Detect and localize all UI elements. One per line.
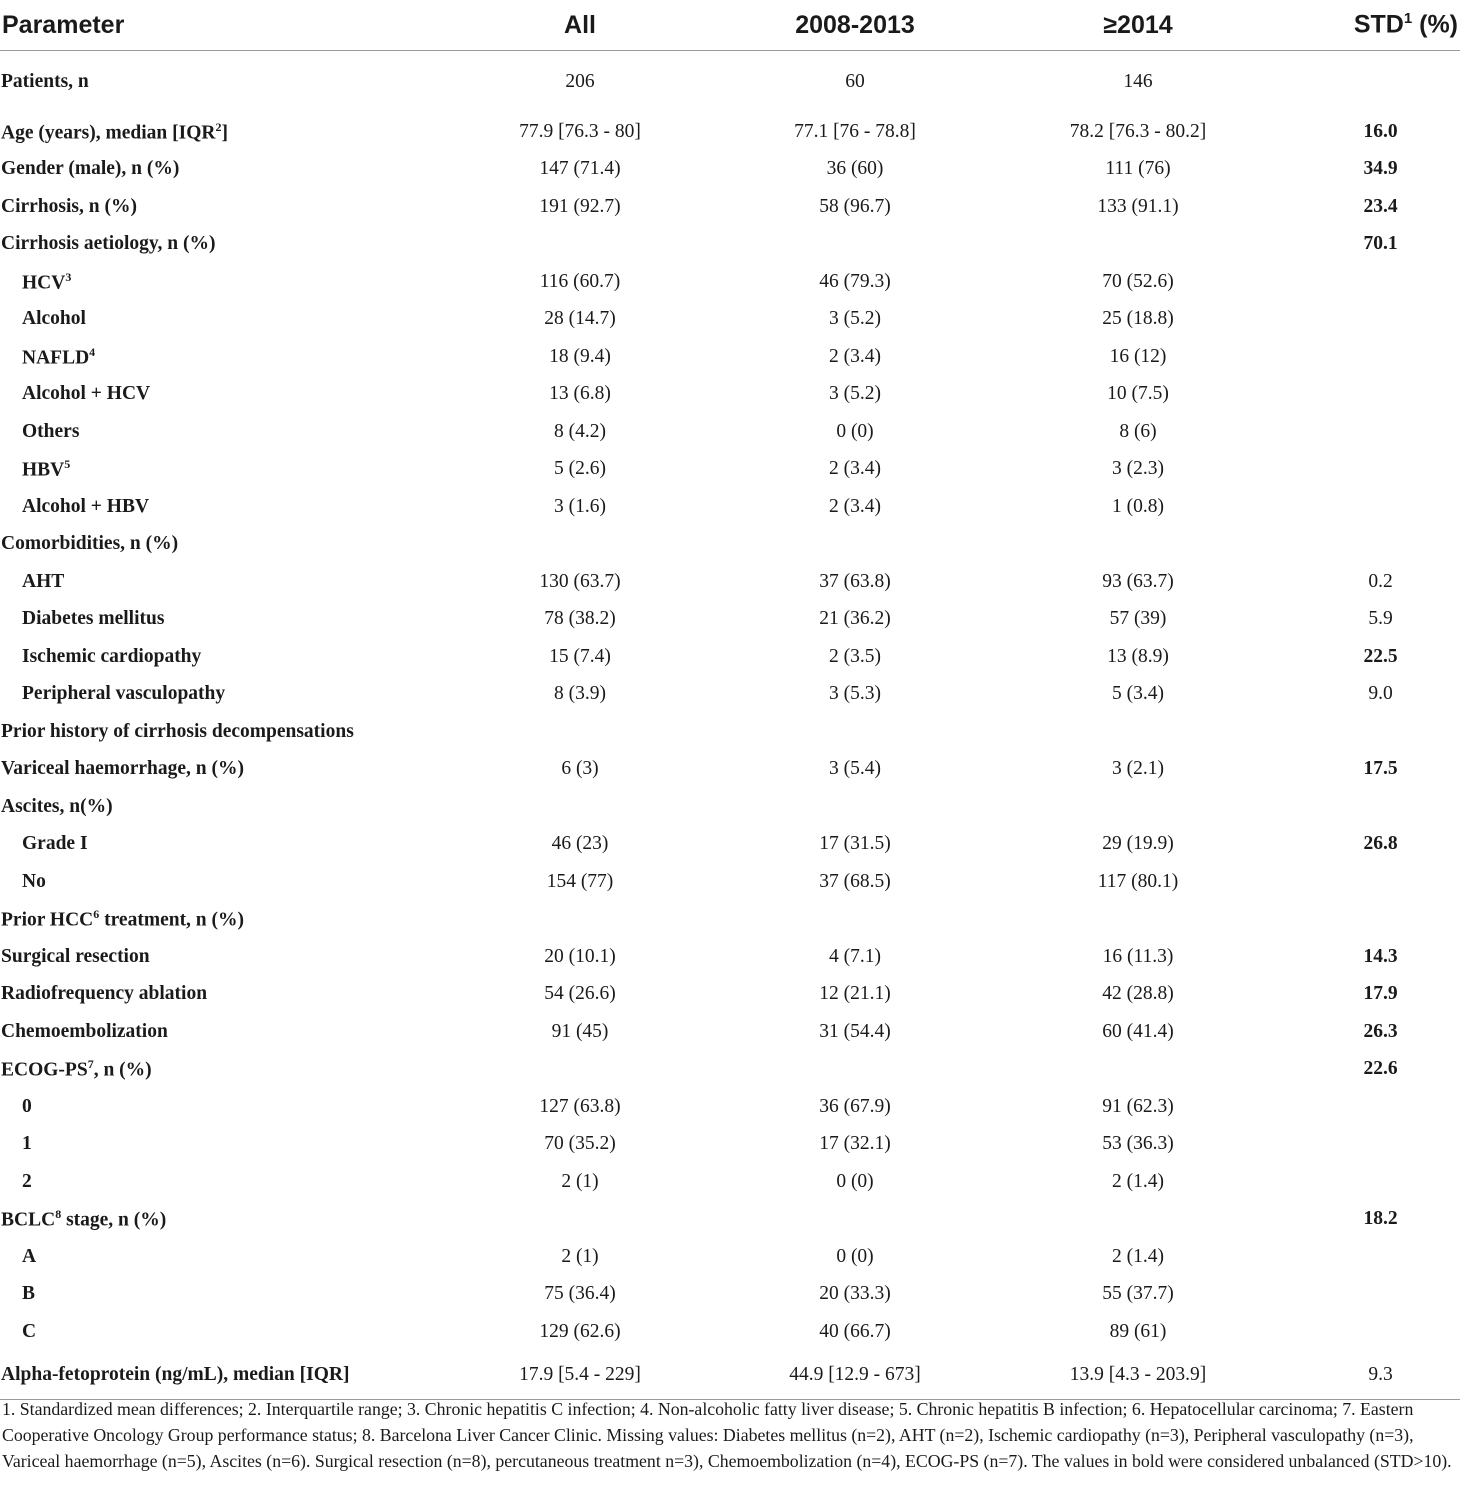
cell-2014-onward: 2 (1.4): [1112, 1245, 1164, 1267]
cell-2008-2013: 21 (36.2): [819, 608, 891, 630]
footnote-marker: 2: [215, 119, 222, 134]
cell-2014-onward: [995, 226, 1281, 264]
cell-all: [445, 226, 715, 264]
row-parameter-label: [0, 826, 445, 864]
cell-std: 16.0: [1363, 120, 1398, 142]
row-parameter-label: [0, 976, 445, 1014]
table-row: [0, 1201, 1460, 1239]
header-period-2014-onward: ≥2014: [995, 0, 1281, 51]
cell-2008-2013: 40 (66.7): [819, 1320, 891, 1342]
row-parameter-label: [0, 488, 445, 526]
cell-std: 34.9: [1363, 158, 1398, 180]
cell-std: [1281, 263, 1460, 301]
parameter-text-tail: , n (%): [93, 1059, 152, 1081]
cell-2008-2013: [715, 713, 995, 751]
table-row: [0, 826, 1460, 864]
cell-std: [1281, 901, 1460, 939]
cell-all: 5 (2.6): [554, 458, 606, 480]
parameter-text-tail: ]: [221, 122, 228, 143]
parameter-text: Peripheral vasculopathy: [22, 683, 226, 705]
row-parameter-label: [0, 113, 445, 151]
table-row: [0, 1051, 1460, 1089]
cell-2014-onward: 10 (7.5): [1107, 383, 1169, 405]
parameter-text: Alcohol + HCV: [22, 383, 151, 405]
cell-2014-onward: [995, 526, 1281, 564]
row-parameter-label: [0, 376, 445, 414]
cell-std: 9.0: [1368, 683, 1393, 705]
row-parameter-label: [0, 563, 445, 601]
cell-std: [1281, 526, 1460, 564]
cell-2008-2013: 2 (3.4): [829, 345, 881, 367]
table-row: [0, 1238, 1460, 1276]
cell-all: 2 (1): [561, 1170, 599, 1192]
parameter-text: Radiofrequency ablation: [1, 983, 208, 1005]
cell-std: [1281, 1313, 1460, 1351]
cell-2008-2013: [715, 788, 995, 826]
table-row: [0, 601, 1460, 639]
cell-all: 91 (45): [551, 1020, 609, 1042]
row-parameter-label: [0, 788, 445, 826]
table-row: [0, 676, 1460, 714]
cell-2008-2013: 12 (21.1): [819, 983, 891, 1005]
row-parameter-label: [0, 713, 445, 751]
row-parameter-label: [0, 1163, 445, 1201]
cell-2014-onward: [995, 713, 1281, 751]
cell-2014-onward: 60 (41.4): [1102, 1020, 1174, 1042]
cell-all: [445, 788, 715, 826]
cell-2008-2013: 37 (68.5): [819, 870, 891, 892]
cell-all: 77.9 [76.3 - 80]: [519, 120, 641, 142]
table-row: [0, 338, 1460, 376]
row-parameter-label: [0, 451, 445, 489]
parameter-text: Alcohol + HBV: [22, 495, 150, 517]
table-body: [0, 51, 1460, 1400]
cell-2008-2013: 77.1 [76 - 78.8]: [794, 120, 916, 142]
parameter-text: Chemoembolization: [1, 1020, 168, 1042]
cell-std: [1281, 1276, 1460, 1314]
cell-2014-onward: [995, 1201, 1281, 1239]
parameter-text: ECOG-PS: [1, 1059, 88, 1081]
cell-std: [1281, 301, 1460, 339]
cell-all: 78 (38.2): [544, 608, 616, 630]
cell-2014-onward: 2 (1.4): [1112, 1170, 1164, 1192]
cell-std: [1281, 376, 1460, 414]
cell-std: [1281, 788, 1460, 826]
parameter-text: NAFLD: [22, 347, 90, 368]
parameter-text: B: [22, 1283, 36, 1305]
parameter-text: Others: [22, 420, 80, 442]
parameter-text: 0: [22, 1095, 32, 1117]
cell-2008-2013: [715, 1051, 995, 1089]
cell-std: 14.3: [1363, 945, 1398, 967]
cell-2014-onward: 89 (61): [1109, 1320, 1167, 1342]
cell-all: 13 (6.8): [549, 383, 611, 405]
cell-all: [445, 901, 715, 939]
cell-std: 9.3: [1281, 1351, 1460, 1400]
table-row: [0, 301, 1460, 339]
table-row: [0, 151, 1460, 189]
cell-2008-2013: 3 (5.2): [829, 308, 881, 330]
cell-all: 18 (9.4): [549, 345, 611, 367]
table-row: [0, 788, 1460, 826]
cell-2008-2013: 4 (7.1): [829, 945, 881, 967]
footnote-marker: 8: [55, 1207, 62, 1221]
cell-std: 5.9: [1368, 608, 1393, 630]
cell-2014-onward: 13.9 [4.3 - 203.9]: [995, 1351, 1281, 1400]
parameter-text: Alcohol: [22, 308, 86, 330]
cell-all: 129 (62.6): [539, 1320, 621, 1342]
parameter-text: Ischemic cardiopathy: [22, 645, 202, 667]
row-parameter-label: [0, 1351, 445, 1400]
parameter-text: Comorbidities, n (%): [1, 533, 179, 555]
cell-2014-onward: 111 (76): [1105, 158, 1171, 180]
row-parameter-label: [0, 601, 445, 639]
cell-std: [1281, 713, 1460, 751]
row-parameter-label: [0, 526, 445, 564]
row-parameter-label: [0, 188, 445, 226]
header-std: [1281, 0, 1460, 51]
table-row: [0, 51, 1460, 114]
row-parameter-label: [0, 676, 445, 714]
cell-2014-onward: [995, 788, 1281, 826]
cell-2014-onward: 29 (19.9): [1102, 833, 1174, 855]
cell-std: [1281, 1163, 1460, 1201]
parameter-text: Age (years), median [IQR: [1, 122, 216, 143]
row-parameter-label: [0, 301, 445, 339]
cell-all: 6 (3): [561, 758, 599, 780]
cell-2008-2013: 31 (54.4): [819, 1020, 891, 1042]
table-row: [0, 526, 1460, 564]
row-parameter-label: [0, 1051, 445, 1089]
parameter-text: No: [22, 870, 46, 892]
row-parameter-label: [0, 1313, 445, 1351]
cell-all: 54 (26.6): [544, 983, 616, 1005]
parameter-text: AHT: [22, 570, 65, 592]
cell-all: 46 (23): [551, 833, 609, 855]
cell-2008-2013: 44.9 [12.9 - 673]: [715, 1351, 995, 1400]
cell-std: [1281, 488, 1460, 526]
table-row: [0, 938, 1460, 976]
table-row: [0, 451, 1460, 489]
row-parameter-label: [0, 51, 445, 114]
header-all: All: [445, 0, 715, 51]
cell-all: 130 (63.7): [539, 570, 621, 592]
cell-all: 20 (10.1): [544, 945, 616, 967]
cell-std: [1281, 1088, 1460, 1126]
cell-all: [445, 526, 715, 564]
table-footnote: 1. Standardized mean differences; 2. Interquartile range; 3. Chronic hepatitis C infection; 4. Non-alcoholic fatty liver disease; 5. Chronic hepatitis B infection; 6. Hepatocellular carcinoma; 7. Eastern Cooperative Oncology Group performance status; 8. Barcelona Liver Cancer Clinic. Missing values: Diabetes mellitus (n=2), AHT (n=2), Ischemic cardiopathy (n=3), Peripheral vasculopathy (n=3), Variceal haemorrhage (n=5), Ascites (n=6). Surgical resection (n=8), percutaneous treatment n=3), Chemoembolization (n=4), ECOG-PS (n=7). The values in bold were considered unbalanced (STD>10).: [2, 1399, 1452, 1471]
header-row: [0, 0, 1460, 51]
row-parameter-label: [0, 1013, 445, 1051]
cell-all: 28 (14.7): [544, 308, 616, 330]
cell-std: 26.8: [1363, 833, 1398, 855]
cell-2014-onward: 146: [1123, 71, 1153, 92]
row-parameter-label: [0, 938, 445, 976]
cell-std: 18.2: [1363, 1208, 1398, 1230]
cell-2008-2013: 0 (0): [836, 420, 874, 442]
cell-all: 70 (35.2): [544, 1133, 616, 1155]
cell-std: 22.6: [1363, 1058, 1398, 1080]
parameter-text: Cirrhosis aetiology, n (%): [1, 233, 216, 255]
row-parameter-label: [0, 1238, 445, 1276]
cell-2014-onward: 1 (0.8): [1112, 495, 1164, 517]
cell-std: [1281, 413, 1460, 451]
table-row: [0, 1313, 1460, 1351]
parameter-text: Cirrhosis, n (%): [1, 195, 137, 217]
table-row: [0, 1163, 1460, 1201]
cell-std: 0.2: [1368, 570, 1393, 592]
cell-2014-onward: 16 (12): [1109, 345, 1167, 367]
cell-all: 17.9 [5.4 - 229]: [445, 1351, 715, 1400]
cell-2014-onward: [995, 1051, 1281, 1089]
row-parameter-label: [0, 226, 445, 264]
cell-all: 147 (71.4): [539, 158, 621, 180]
parameter-text: Gender (male), n (%): [1, 158, 180, 180]
table-row: [0, 1276, 1460, 1314]
cell-std: [1281, 1238, 1460, 1276]
row-parameter-label: [0, 338, 445, 376]
cell-all: [445, 1201, 715, 1239]
cell-all: 206: [565, 71, 595, 92]
cell-2008-2013: 2 (3.4): [829, 458, 881, 480]
parameter-text: HCV: [22, 272, 66, 293]
cell-2014-onward: [995, 901, 1281, 939]
cell-2014-onward: 57 (39): [1109, 608, 1167, 630]
cell-2014-onward: 3 (2.1): [1112, 758, 1164, 780]
parameter-text: Diabetes mellitus: [22, 608, 165, 630]
cell-2008-2013: 2 (3.5): [829, 645, 881, 667]
cell-2014-onward: 5 (3.4): [1112, 683, 1164, 705]
cell-std: 17.9: [1363, 983, 1398, 1005]
table-row: [0, 638, 1460, 676]
cell-std: 26.3: [1363, 1020, 1398, 1042]
table-row: [0, 413, 1460, 451]
table-row: [0, 1013, 1460, 1051]
cell-std: [1281, 338, 1460, 376]
header-std-label: STD: [1353, 10, 1404, 39]
cell-2008-2013: 60: [845, 71, 865, 92]
cell-2008-2013: 2 (3.4): [829, 495, 881, 517]
cell-all: 2 (1): [561, 1245, 599, 1267]
cell-2014-onward: 91 (62.3): [1102, 1095, 1174, 1117]
row-parameter-label: [0, 263, 445, 301]
table-row: [0, 488, 1460, 526]
cell-2014-onward: 25 (18.8): [1102, 308, 1174, 330]
cell-std: 70.1: [1363, 233, 1398, 255]
cell-2008-2013: 37 (63.8): [819, 570, 891, 592]
cell-2008-2013: 17 (32.1): [819, 1133, 891, 1155]
parameter-text: 1: [22, 1133, 32, 1155]
row-parameter-label: [0, 1126, 445, 1164]
cell-2008-2013: 36 (60): [826, 158, 884, 180]
cell-2014-onward: 133 (91.1): [1097, 195, 1179, 217]
row-parameter-label: [0, 638, 445, 676]
footnote-marker: 3: [65, 269, 72, 284]
cell-all: 8 (3.9): [554, 683, 606, 705]
parameter-text: Ascites, n(%): [1, 795, 113, 817]
cell-2014-onward: 70 (52.6): [1102, 270, 1174, 292]
parameter-text: HBV: [22, 459, 65, 481]
parameter-text: Patients, n: [1, 71, 89, 92]
cell-all: 3 (1.6): [554, 495, 606, 517]
footnote-marker: 6: [93, 907, 100, 921]
table-row: [0, 263, 1460, 301]
cell-all: 15 (7.4): [549, 645, 611, 667]
cell-all: 191 (92.7): [539, 195, 621, 217]
cell-2014-onward: 53 (36.3): [1102, 1133, 1174, 1155]
parameter-text: Alpha-fetoprotein (ng/mL), median [IQR]: [1, 1363, 350, 1385]
cell-2014-onward: 42 (28.8): [1102, 983, 1174, 1005]
parameter-text: 2: [22, 1170, 32, 1192]
parameter-text: Grade I: [22, 833, 88, 855]
table-row: [0, 976, 1460, 1014]
parameter-text-tail: stage, n (%): [61, 1209, 167, 1231]
cell-2008-2013: 3 (5.4): [829, 758, 881, 780]
header-std-footnote-marker: 1: [1403, 10, 1413, 28]
table-row: [0, 376, 1460, 414]
cell-all: 75 (36.4): [544, 1283, 616, 1305]
cell-2008-2013: [715, 1201, 995, 1239]
row-parameter-label: [0, 863, 445, 901]
table-row: [0, 188, 1460, 226]
row-parameter-label: [0, 1088, 445, 1126]
table-row: [0, 901, 1460, 939]
cell-2008-2013: 58 (96.7): [819, 195, 891, 217]
cell-2008-2013: 3 (5.3): [829, 683, 881, 705]
cell-all: 116 (60.7): [539, 270, 621, 292]
header-period-2008-2013: 2008-2013: [715, 0, 995, 51]
row-parameter-label: [0, 1201, 445, 1239]
table-row: [0, 863, 1460, 901]
cell-2014-onward: 55 (37.7): [1102, 1283, 1174, 1305]
cell-2014-onward: 78.2 [76.3 - 80.2]: [1069, 120, 1207, 142]
parameter-text: C: [22, 1320, 37, 1342]
cell-2008-2013: [715, 901, 995, 939]
cell-std: [1281, 51, 1460, 114]
footnote-marker: 7: [87, 1057, 94, 1071]
cell-2014-onward: 13 (8.9): [1107, 645, 1169, 667]
header-parameter: Parameter: [0, 0, 445, 51]
cell-all: [445, 1051, 715, 1089]
cell-2008-2013: 20 (33.3): [819, 1283, 891, 1305]
cell-std: [1281, 1126, 1460, 1164]
parameter-text: Surgical resection: [1, 945, 150, 967]
cell-all: 154 (77): [546, 870, 614, 892]
cell-std: 17.5: [1363, 758, 1398, 780]
cell-2014-onward: 93 (63.7): [1102, 570, 1174, 592]
cell-2008-2013: 36 (67.9): [819, 1095, 891, 1117]
cell-2008-2013: 0 (0): [836, 1245, 874, 1267]
row-parameter-label: [0, 1276, 445, 1314]
table-row: [0, 1088, 1460, 1126]
footnote-marker: 5: [64, 457, 71, 471]
cell-2008-2013: 0 (0): [836, 1170, 874, 1192]
row-parameter-label: [0, 151, 445, 189]
cell-std: [1281, 863, 1460, 901]
table-row: [0, 113, 1460, 151]
table-row: [0, 1351, 1460, 1400]
cell-2008-2013: 17 (31.5): [819, 833, 891, 855]
cell-all: [445, 713, 715, 751]
table-header: [0, 0, 1460, 51]
cell-2008-2013: 46 (79.3): [819, 270, 891, 292]
cell-2014-onward: 8 (6): [1119, 420, 1157, 442]
table-row: [0, 563, 1460, 601]
cell-std: 22.5: [1363, 645, 1398, 667]
table-row: [0, 751, 1460, 789]
cell-2008-2013: 3 (5.2): [829, 383, 881, 405]
parameter-text: BCLC: [1, 1209, 56, 1231]
parameter-text: Prior history of cirrhosis decompensations: [1, 720, 354, 742]
cell-std: [1281, 451, 1460, 489]
cell-2008-2013: [715, 226, 995, 264]
row-parameter-label: [0, 413, 445, 451]
cell-std: 23.4: [1363, 195, 1398, 217]
cell-2008-2013: [715, 526, 995, 564]
table-row: [0, 713, 1460, 751]
footnote-marker: 4: [89, 344, 96, 359]
parameter-text: A: [22, 1245, 37, 1267]
row-parameter-label: [0, 901, 445, 939]
parameter-text: Variceal haemorrhage, n (%): [1, 758, 244, 780]
parameter-text-tail: treatment, n (%): [99, 909, 245, 931]
parameter-text: Prior HCC: [1, 909, 94, 931]
cell-2014-onward: 3 (2.3): [1112, 458, 1164, 480]
table-row: [0, 226, 1460, 264]
cell-all: 127 (63.8): [539, 1095, 621, 1117]
cell-2014-onward: 16 (11.3): [1102, 945, 1174, 967]
table-row: [0, 1126, 1460, 1164]
cell-all: 8 (4.2): [554, 420, 606, 442]
row-parameter-label: [0, 751, 445, 789]
cell-2014-onward: 117 (80.1): [1097, 870, 1179, 892]
header-std-unit: (%): [1412, 10, 1458, 39]
